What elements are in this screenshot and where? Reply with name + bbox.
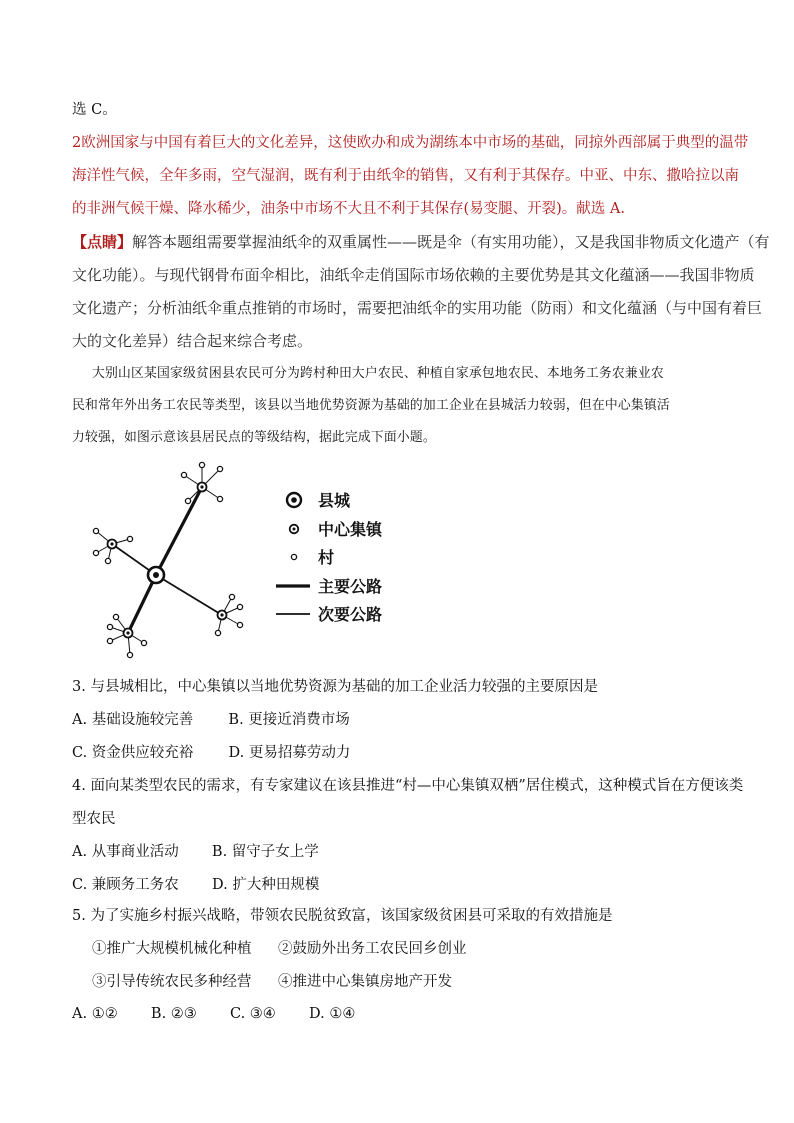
question-5-item-4: ④推进中心集镇房地产开发 — [278, 974, 452, 990]
question-5-option-b[interactable]: B. ②③ — [150, 1006, 197, 1022]
comment-line-1 — [72, 232, 770, 252]
comment-line-4: 大的文化差异）结合起来综合考虑。 — [72, 332, 313, 350]
comment-tag: 【点睛】 — [72, 233, 133, 251]
secondary-road-se — [156, 575, 222, 615]
legend-secondary-road-label: 次要公路 — [318, 605, 383, 624]
question-4-option-c[interactable]: C. 兼顾务工务农 — [72, 877, 179, 893]
question-4-stem-cont: 型农民 — [72, 811, 116, 827]
settlement-diagram — [70, 455, 410, 665]
central-town-markers — [108, 483, 227, 638]
question-3-options-row-2 — [72, 743, 350, 763]
question-3-options-row-1 — [72, 710, 350, 730]
intro-line-1: 大别山区某国家级贫困县农民可分为跨村种田大户农民、种植自家承包地农民、本地务工务农兼业农 — [92, 366, 664, 381]
question-4-options-row-2 — [72, 875, 319, 895]
q2-analysis-line-2: 海洋性气候，全年多雨，空气湿润，既有利于由纸伞的销售，又有利于其保存。中亚、中东、撒哈拉以南 — [72, 168, 739, 184]
question-3-option-a[interactable]: A. 基础设施较完善 — [72, 712, 194, 728]
question-5-items-row-1 — [92, 939, 467, 959]
question-5-stem: 5. 为了实施乡村振兴战略，带领农民脱贫致富，该国家级贫困县可采取的有效措施是 — [72, 908, 613, 924]
legend-town-label: 中心集镇 — [318, 520, 383, 539]
question-3-option-c[interactable]: C. 资金供应较充裕 — [72, 745, 194, 761]
legend-village-label: 村 — [318, 548, 335, 567]
main-road-sw — [128, 575, 156, 633]
previous-answer: 选 C。 — [72, 102, 117, 118]
question-5-options — [72, 1004, 355, 1024]
legend-village-symbol — [291, 554, 296, 559]
question-5-items-row-2 — [92, 972, 452, 992]
question-3-option-d[interactable]: D. 更易招募劳动力 — [228, 745, 351, 761]
intro-line-2: 民和常年外出务工农民等类型，该县以当地优势资源为基础的加工企业在县城活力较弱，但在中心集镇活 — [72, 398, 670, 413]
question-5-option-a[interactable]: A. ①② — [72, 1006, 118, 1022]
comment-text-1: 解答本题组需要掌握油纸伞的双重属性——既是伞（有实用功能），又是我国非物质文化遗产（有 — [132, 233, 770, 251]
comment-line-3: 文化遗产；分析油纸伞重点推销的市场时，需要把油纸伞的实用功能（防雨）和文化蕴涵（与中国有着巨 — [72, 299, 763, 317]
question-5-option-d[interactable]: D. ①④ — [309, 1006, 356, 1022]
question-4-option-d[interactable]: D. 扩大种田规模 — [212, 877, 320, 893]
question-5-item-3: ③引导传统农民多种经营 — [92, 974, 252, 990]
q2-analysis-line-3: 的非洲气候干燥、降水稀少，油条中市场不大且不利于其保存(易变腿、开裂)。献选 A. — [72, 201, 626, 217]
main-road-ne — [156, 487, 202, 575]
question-4-option-b[interactable]: B. 留守子女上学 — [211, 844, 319, 860]
question-3-option-b[interactable]: B. 更接近消费市场 — [228, 712, 350, 728]
question-5-item-2: ②鼓励外出务工农民回乡创业 — [278, 941, 467, 957]
question-4-option-a[interactable]: A. 从事商业活动 — [72, 844, 179, 860]
q2-analysis-line-1: 2欧洲国家与中国有着巨大的文化差异，这使欧办和成为湖练本中市场的基础，同掠外西部属于典型的温带 — [72, 135, 749, 151]
legend-county-label: 县城 — [318, 491, 351, 510]
question-4-stem: 4. 面向某类型农民的需求，有专家建议在该县推进“村—中心集镇双栖”居住模式，这种模式旨在方便该类 — [72, 778, 744, 794]
question-3-stem: 3. 与县城相比，中心集镇以当地优势资源为基础的加工企业活力较强的主要原因是 — [72, 679, 598, 695]
intro-line-3: 力较强，如图示意该县居民点的等级结构，据此完成下面小题。 — [72, 430, 436, 445]
legend-main-road-label: 主要公路 — [318, 577, 383, 596]
comment-line-2: 文化功能）。与现代钢骨布面伞相比，油纸伞走俏国际市场依赖的主要优势是其文化蕴涵——我国非物质 — [72, 266, 755, 284]
question-5-option-c[interactable]: C. ③④ — [230, 1006, 276, 1022]
question-5-item-1: ①推广大规模机械化种植 — [92, 941, 252, 957]
question-4-options-row-1 — [72, 842, 319, 862]
legend — [276, 491, 383, 624]
